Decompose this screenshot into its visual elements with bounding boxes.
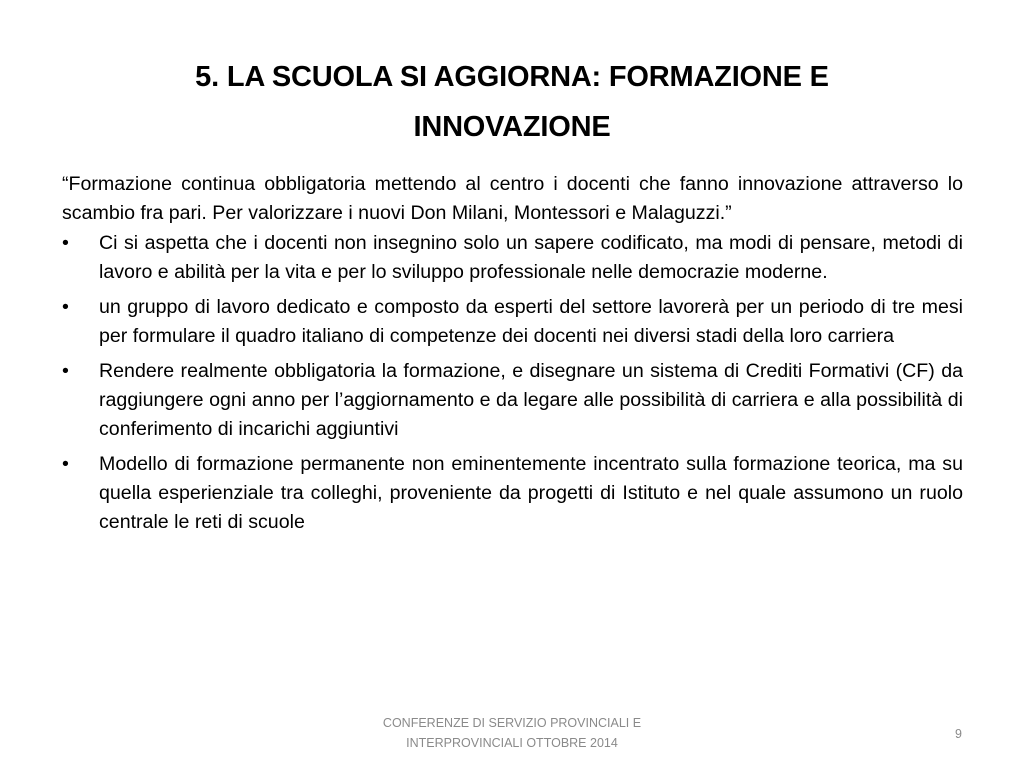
bullet-item-3 <box>62 357 963 444</box>
bullet-icon: • <box>62 296 69 318</box>
bullet-item-1 <box>62 229 963 287</box>
footer-line-1: CONFERENZE DI SERVIZIO PROVINCIALI E <box>382 716 642 730</box>
bullet-list <box>62 229 963 537</box>
bullet-item-2 <box>62 293 963 351</box>
bullet-text-2: un gruppo di lavoro dedicato e composto da esperti del settore lavorerà per un periodo di tre mesi per formulare il quadro italiano di competenze dei docenti nei diversi stadi della loro carriera <box>99 296 963 347</box>
bullet-text-3: Rendere realmente obbligatoria la formazione, e disegnare un sistema di Crediti Formativi (CF) da raggiungere ogni anno per l’aggiornamento e da legare alle possibilità di carriera e alla possibilità di conferimento di incarichi aggiuntivi <box>99 360 963 440</box>
bullet-text-4: Modello di formazione permanente non eminentemente incentrato sulla formazione teorica, ma su quella esperienziale tra colleghi, proveniente da progetti di Istituto e nel quale assumono un ruolo centrale le reti di scuole <box>99 453 963 533</box>
bullet-icon: • <box>62 360 69 382</box>
slide-body <box>62 170 963 543</box>
slide-title-line-2: INNOVAZIONE <box>413 111 611 143</box>
bullet-text-1: Ci si aspetta che i docenti non insegnino solo un sapere codificato, ma modi di pensare, metodi di lavoro e abilità per la vita e per lo sviluppo professionale nelle democrazie moderne. <box>99 232 963 283</box>
bullet-icon: • <box>62 453 69 475</box>
bullet-item-4 <box>62 450 963 537</box>
slide-title <box>62 52 962 152</box>
footer-line-2: INTERPROVINCIALI OTTOBRE 2014 <box>406 736 618 750</box>
page-number: 9 <box>955 727 962 741</box>
intro-quote: “Formazione continua obbligatoria mettendo al centro i docenti che fanno innovazione attraverso lo scambio fra pari. Per valorizzare i nuovi Don Milani, Montessori e Malaguzzi.” <box>62 173 963 224</box>
bullet-icon: • <box>62 232 69 254</box>
slide-footer <box>352 713 672 753</box>
slide-title-line-1: 5. LA SCUOLA SI AGGIORNA: FORMAZIONE E <box>195 61 829 93</box>
